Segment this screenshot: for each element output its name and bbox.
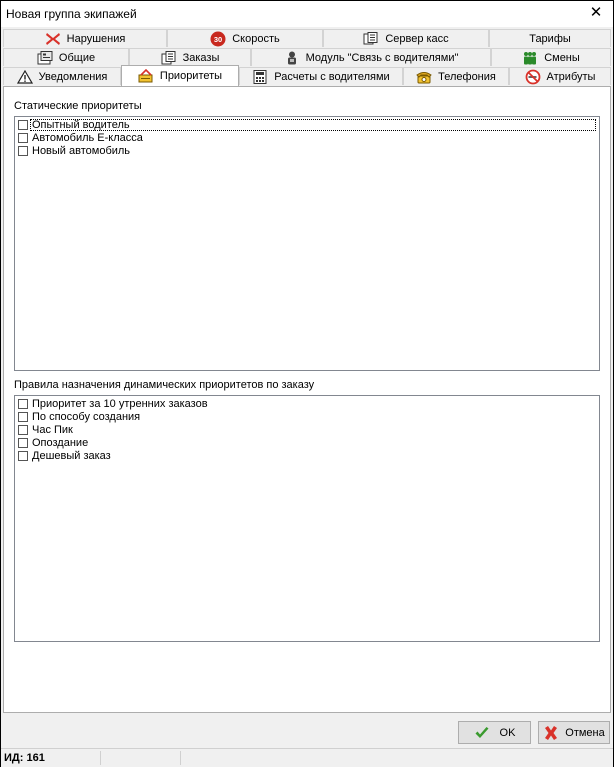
static-priorities-label: Статические приоритеты (14, 100, 142, 112)
tab-general[interactable] (3, 48, 129, 66)
list-item[interactable] (15, 132, 599, 145)
list-item-label: Дешевый заказ (32, 450, 111, 462)
tab-label: Атрибуты (546, 70, 596, 83)
list-item[interactable] (15, 450, 599, 463)
orders-icon (161, 51, 177, 65)
list-item-label: Опоздание (32, 437, 89, 449)
calculator-icon (252, 70, 268, 84)
checkbox[interactable] (18, 438, 28, 448)
tab-label: Расчеты с водителями (274, 70, 390, 83)
tab-label: Приоритеты (159, 70, 223, 82)
list-item-label: Автомобиль Е-класса (32, 132, 143, 144)
tab-priorities[interactable] (121, 65, 239, 86)
tab-label: Скорость (232, 32, 280, 45)
list-item-label: Новый автомобиль (32, 145, 131, 157)
list-item-label: Час Пик (32, 424, 73, 436)
tab-driver-settlements[interactable] (239, 67, 403, 85)
tab-violations[interactable] (3, 29, 167, 47)
red-x-icon (45, 32, 61, 46)
tab-label: Модуль "Связь с водителями" (305, 51, 459, 64)
tab-label: Тарифы (529, 32, 571, 45)
list-item-label: По способу создания (32, 411, 141, 423)
tab-speed[interactable] (167, 29, 323, 47)
list-item[interactable] (15, 119, 599, 132)
shifts-icon (522, 51, 538, 65)
record-id: ИД: 161 (4, 752, 45, 764)
list-item[interactable] (15, 145, 599, 158)
tab-label: Общие (58, 51, 96, 64)
window-title: Новая группа экипажей (6, 7, 137, 21)
list-item[interactable] (15, 424, 599, 437)
list-item[interactable] (15, 398, 599, 411)
tab-orders[interactable] (129, 48, 251, 66)
tab-label: Нарушения (66, 32, 126, 45)
status-bar (1, 748, 613, 767)
status-panel (101, 751, 181, 765)
cancel-button[interactable] (538, 721, 610, 744)
checkbox[interactable] (18, 133, 28, 143)
checkbox[interactable] (18, 451, 28, 461)
speed-limit-icon (210, 31, 226, 47)
list-item-label: Опытный водитель (32, 119, 130, 131)
list-item-label: Приоритет за 10 утренних заказов (32, 398, 208, 410)
checkbox[interactable] (18, 412, 28, 422)
cancel-x-icon (543, 725, 559, 741)
checkbox[interactable] (18, 425, 28, 435)
general-icon (37, 51, 53, 65)
tab-label: Сервер касс (385, 32, 449, 45)
tab-telephony[interactable] (403, 67, 509, 85)
tab-attributes[interactable] (509, 67, 611, 85)
priorities-tab-page (3, 86, 611, 713)
checkmark-icon (474, 725, 490, 741)
cash-server-icon (363, 32, 379, 46)
driver-phone-icon (284, 51, 300, 65)
dynamic-rules-list[interactable] (14, 395, 600, 642)
cancel-button-label: Отмена (565, 726, 605, 739)
checkbox[interactable] (18, 146, 28, 156)
dynamic-rules-label: Правила назначения динамических приоритетов по заказу (14, 379, 315, 391)
status-panel (41, 751, 101, 765)
tab-label: Уведомления (38, 70, 108, 83)
static-priorities-list[interactable] (14, 116, 600, 371)
tab-cash-server[interactable] (323, 29, 489, 47)
tab-notifications[interactable] (3, 67, 121, 85)
ok-button[interactable] (458, 721, 531, 744)
warning-icon (17, 70, 33, 84)
title-bar (1, 1, 613, 27)
tab-tariffs[interactable] (489, 29, 611, 47)
list-item[interactable] (15, 411, 599, 424)
telephone-icon (416, 70, 432, 84)
tab-driver-communication-module[interactable] (251, 48, 491, 66)
ok-button-label: OK (499, 726, 516, 739)
tab-label: Заказы (182, 51, 220, 64)
tab-label: Телефония (438, 70, 496, 83)
checkbox[interactable] (18, 399, 28, 409)
tab-shifts[interactable] (491, 48, 611, 66)
svg-text:30: 30 (214, 34, 223, 44)
no-smoking-icon (525, 69, 541, 85)
tab-label: Смены (544, 51, 580, 64)
priority-icon (138, 69, 154, 83)
close-button[interactable]: ✕ (589, 4, 603, 21)
checkbox[interactable] (18, 120, 28, 130)
list-item[interactable] (15, 437, 599, 450)
